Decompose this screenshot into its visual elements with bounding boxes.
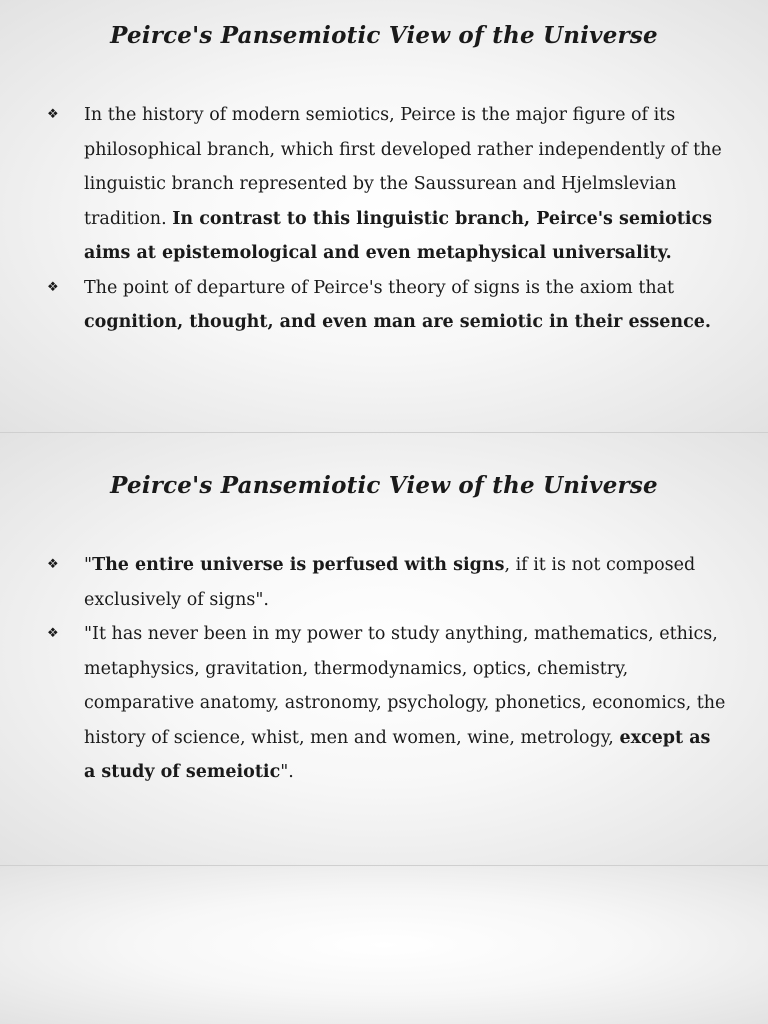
bullet-text: , if it is not composed exclusively of signs". [84,555,696,610]
slide-1-bullet-list [47,98,727,340]
quote-close: ". [280,762,294,782]
bullet-bold-text: In contrast to this linguistic branch, Peirce's semiotics aims at epistemological and even metaphysical universality. [84,208,713,263]
diamond-bullet-icon: ❖ [47,279,59,295]
bullet-bold-text: except as a study of semeiotic [84,727,711,782]
bullet-bold-text: cognition, thought, and even man are semiotic in their essence. [84,312,712,332]
slide-2-bullet-list [47,548,727,790]
list-item [47,98,727,271]
list-item [47,617,727,790]
list-item [47,548,727,617]
bullet-bold-text: The entire universe is perfused with signs [92,555,505,575]
slide-2-title: Peirce's Pansemiotic View of the Universe [110,472,658,499]
list-item [47,271,727,340]
slide-3 [0,866,768,1024]
diamond-bullet-icon: ❖ [47,107,59,122]
bullet-text: "It has never been in my power to study anything, mathematics, ethics, metaphysics, gravitation, thermodynamics, optics, chemistry, comparative anatomy, astronomy, psychology, phonetics, economics, the history of science, whist, men and women, wine, metrology, [84,624,726,748]
diamond-bullet-icon: ❖ [47,626,59,641]
quote-open: " [84,555,93,575]
slide-1 [0,0,768,432]
slide-2 [0,433,768,865]
diamond-bullet-icon: ❖ [47,557,59,572]
bullet-text: In the history of modern semiotics, Peirce is the major figure of its philosophical branch, which first developed rather independently of the linguistic branch represented by the Saussurean and Hjelmslevian tradition. [84,105,722,229]
slide-1-title: Peirce's Pansemiotic View of the Universe [110,22,658,49]
bullet-text: The point of departure of Peirce's theory of signs is the axiom that [84,277,675,298]
